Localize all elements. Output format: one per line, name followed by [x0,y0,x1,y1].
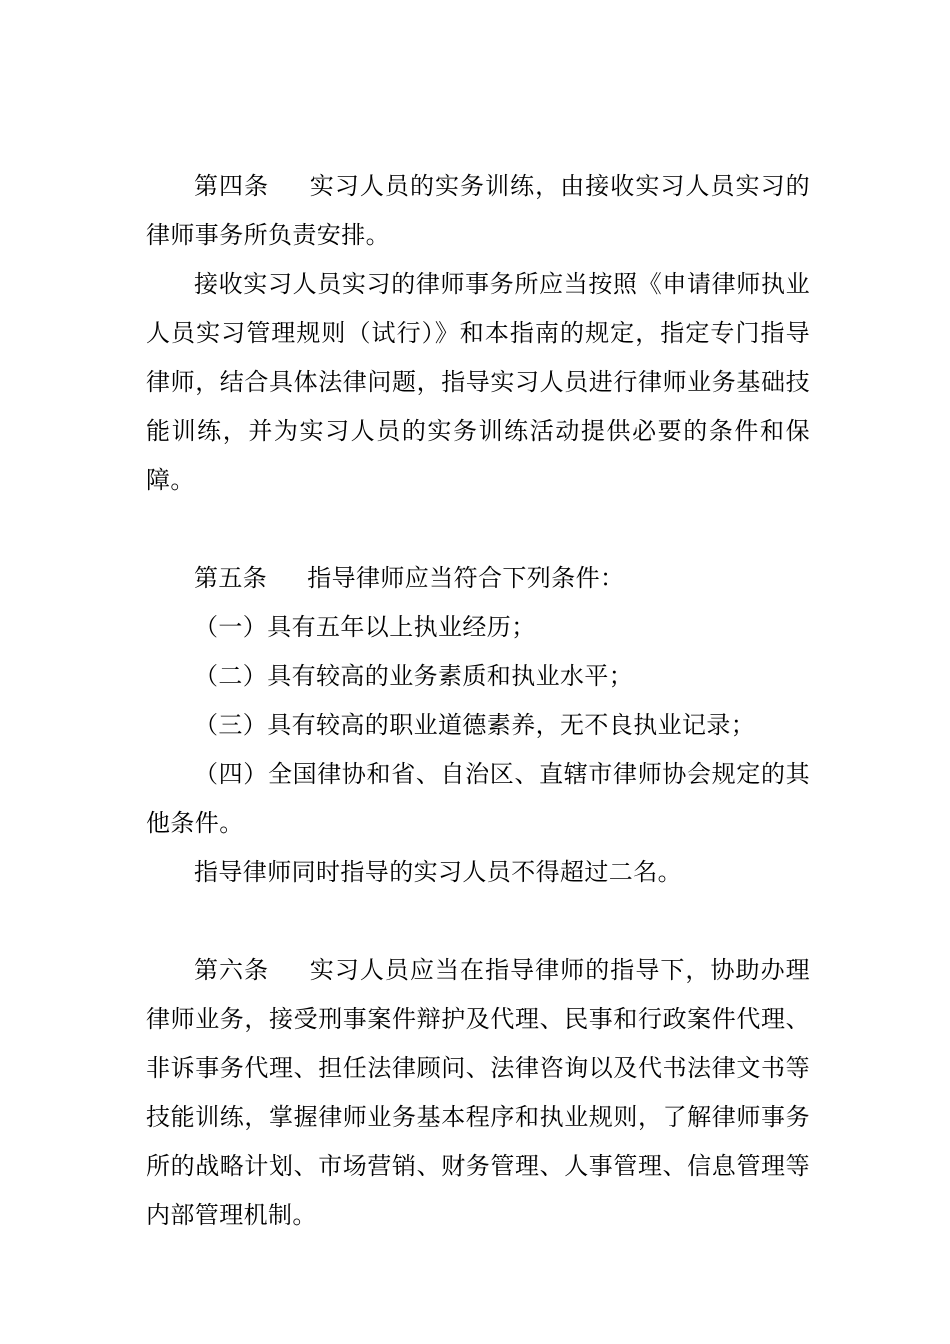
article-5-item-4: （四）全国律协和省、自治区、直辖市律师协会规定的其他条件。 [146,760,810,837]
article-4-paragraph-2: 接收实习人员实习的律师事务所应当按照《申请律师执业人员实习管理规则（试行）》和本指南的规定，指定专门指导律师，结合具体法律问题，指导实习人员进行律师业务基础技能训练，并为实习人员的实务训练活动提供必要的条件和保障。 [146,270,810,494]
article-6-number: 第六条 [194,956,270,984]
article-5-last-paragraph: 指导律师同时指导的实习人员不得超过二名。 [194,858,682,886]
article-5-text: 指导律师应当符合下列条件： [307,564,625,592]
document-body [146,162,810,1240]
article-5-item-1: （一）具有五年以上执业经历； [194,613,536,641]
article-6-paragraph [146,946,810,1240]
article-5-item-3: （三）具有较高的职业道德素养，无不良执业记录； [194,711,756,739]
article-6-text: 实习人员应当在指导律师的指导下，协助办理律师业务，接受刑事案件辩护及代理、民事和行政案件代理、非诉事务代理、担任法律顾问、法律咨询以及代书法律文书等技能训练，掌握律师业务基本程序和执业规则，了解律师事务所的战略计划、市场营销、财务管理、人事管理、信息管理等内部管理机制。 [146,956,811,1229]
article-5-paragraph [146,554,810,603]
article-4-text: 实习人员的实务训练，由接收实习人员实习的律师事务所负责安排。 [146,172,811,249]
article-5-item-2: （二）具有较高的业务素质和执业水平； [194,662,634,690]
article-5-number: 第五条 [194,564,268,592]
article-4-paragraph [146,162,810,260]
article-4-number: 第四条 [194,172,270,200]
